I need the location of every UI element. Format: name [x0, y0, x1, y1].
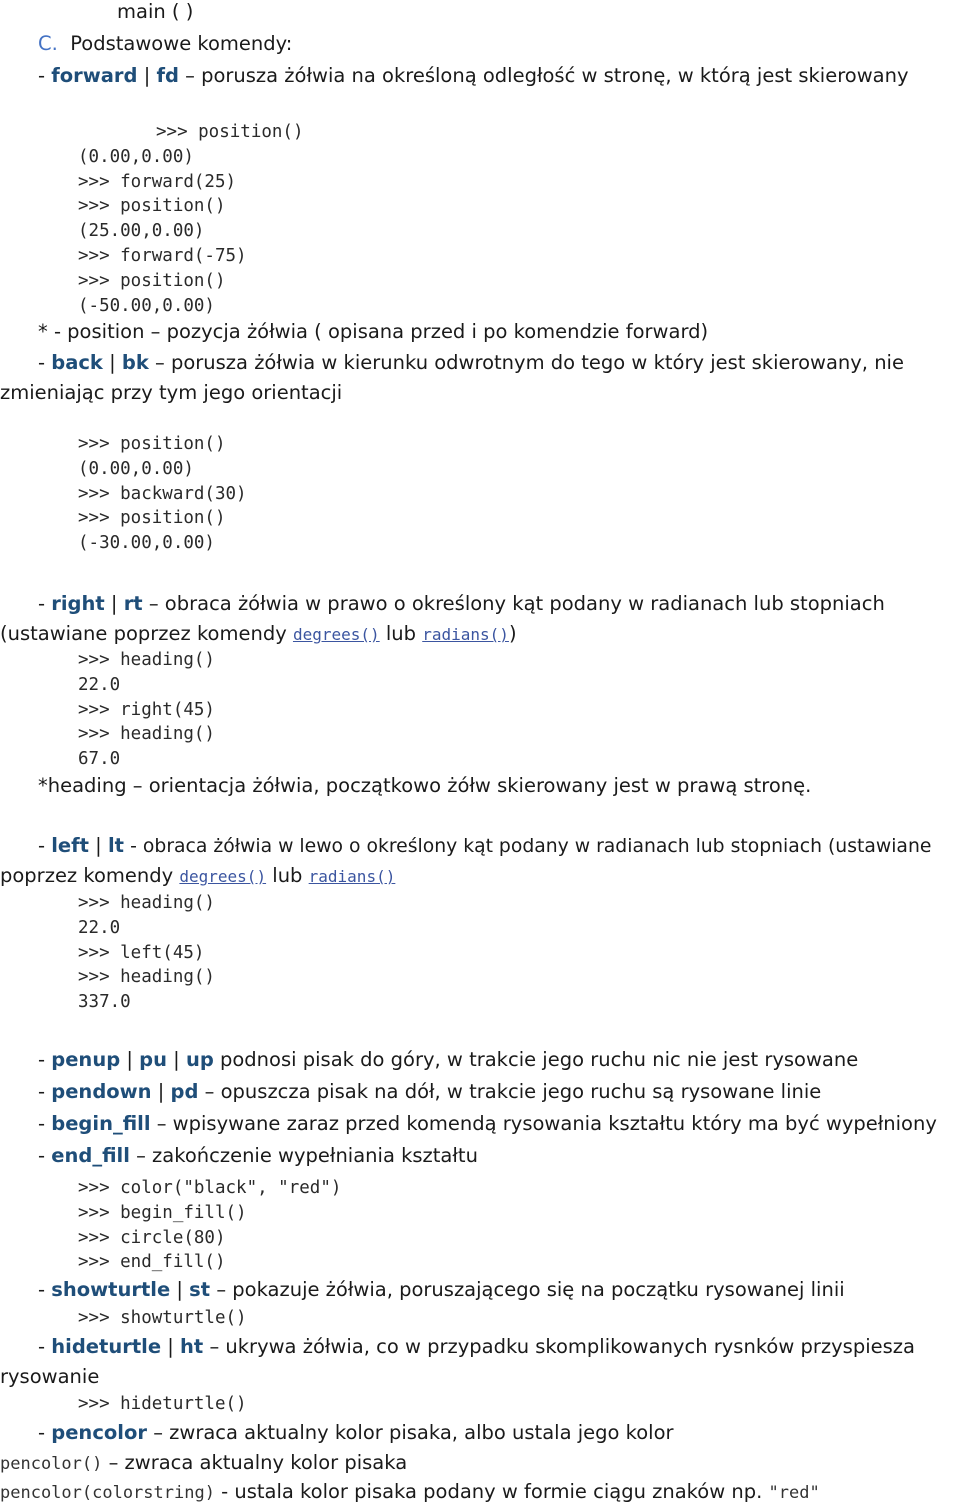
right-note: *heading – orientacja żółwia, początkowo żółw skierowany jest w prawą stronę.: [38, 774, 812, 797]
right-line-2: (ustawiane poprzez komendy degrees() lub radians()): [0, 622, 517, 645]
section-heading: C. Podstawowe komendy:: [38, 32, 293, 55]
pencolor-line-3: pencolor(colorstring) - ustala kolor pisaka podany w formie ciągu znaków np. "red": [0, 1480, 820, 1503]
main-label: main ( ): [117, 0, 194, 23]
pendown-line: - pendown | pd – opuszcza pisak na dół, w trakcie jego ruchu są rysowane linie: [38, 1080, 822, 1103]
hideturtle-line-2: rysowanie: [0, 1365, 100, 1388]
pencolor-line-2: pencolor() – zwraca aktualny kolor pisaka: [0, 1451, 408, 1474]
begin-fill-line: - begin_fill – wpisywane zaraz przed komendą rysowania kształtu który ma być wypełniony: [38, 1112, 937, 1135]
degrees-link-2[interactable]: degrees(): [179, 867, 267, 886]
pencolor-line: - pencolor – zwraca aktualny kolor pisaka, albo ustala jego kolor: [38, 1421, 674, 1444]
penup-line: - penup | pu | up podnosi pisak do góry, w trakcie jego ruchu nic nie jest rysowane: [38, 1048, 859, 1071]
degrees-link[interactable]: degrees(): [292, 625, 380, 644]
hideturtle-line: - hideturtle | ht – ukrywa żółwia, co w przypadku skomplikowanych rysnków przyspiesza: [38, 1335, 915, 1358]
left-line: - left | lt - obraca żółwia w lewo o określony kąt podany w radianach lub stopniach (ustawiane: [38, 834, 932, 857]
left-line-2: poprzez komendy degrees() lub radians(): [0, 864, 396, 887]
forward-line: - forward | fd – porusza żółwia na określoną odległość w stronę, w którą jest skierowany: [38, 64, 909, 87]
forward-note: * - position – pozycja żółwia ( opisana przed i po komendzie forward): [38, 320, 709, 343]
showturtle-line: - showturtle | st – pokazuje żółwia, poruszającego się na początku rysowanej linii: [38, 1278, 845, 1301]
back-line-2: zmieniając przy tym jego orientacji: [0, 381, 343, 404]
radians-link[interactable]: radians(): [422, 625, 509, 644]
end-fill-line: - end_fill – zakończenie wypełniania kształtu: [38, 1144, 478, 1167]
back-line: - back | bk – porusza żółwia w kierunku odwrotnym do tego w który jest skierowany, nie: [38, 351, 904, 374]
radians-link-2[interactable]: radians(): [308, 867, 396, 886]
right-line: - right | rt – obraca żółwia w prawo o określony kąt podany w radianach lub stopniach: [38, 592, 885, 615]
